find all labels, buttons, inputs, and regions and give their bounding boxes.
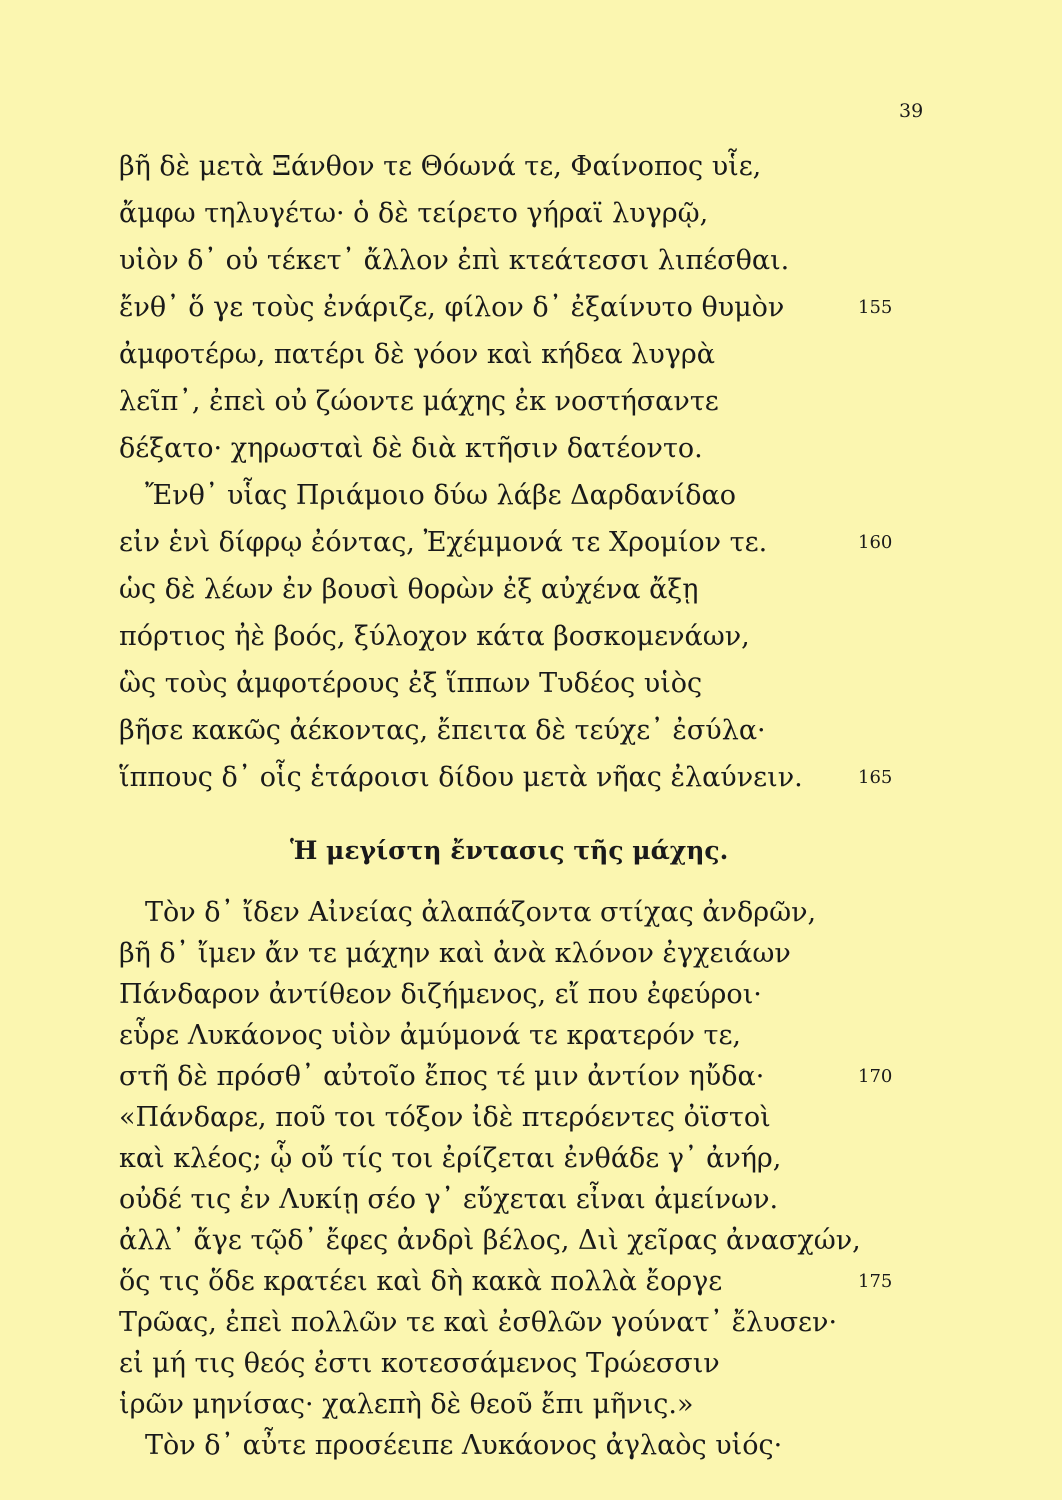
verse-line: ἀλλ᾽ ἄγε τῷδ᾽ ἔφες ἀνδρὶ βέλος, Διὶ χεῖρας ἀνασχών, <box>119 1225 861 1256</box>
verse-line: πόρτιος ἠὲ βοός, ξύλοχον κάτα βοσκομενάων, <box>119 621 750 652</box>
verse-line: βῆσε κακῶς ἀέκοντας, ἔπειτα δὲ τεύχε᾽ ἐσύλα· <box>119 715 766 746</box>
verse-line: στῆ δὲ πρόσθ᾽ αὐτοῖο ἔπος τέ μιν ἀντίον ηὔδα· <box>119 1061 765 1092</box>
verse-line: Τρῶας, ἐπεὶ πολλῶν τε καὶ ἐσθλῶν γούνατ᾽ ἔλυσεν· <box>119 1307 838 1338</box>
section-heading: Ἡ μεγίστη ἔντασις τῆς μάχης. <box>290 836 729 865</box>
verse-line: ὡς δὲ λέων ἐν βουσὶ θορὼν ἐξ αὐχένα ἄξῃ <box>119 574 699 605</box>
line-number: 170 <box>858 1066 893 1087</box>
verse-line: Πάνδαρον ἀντίθεον διζήμενος, εἴ που ἐφεύροι· <box>119 979 762 1010</box>
line-number: 160 <box>858 532 893 553</box>
verse-line: καὶ κλέος; ᾧ οὔ τίς τοι ἐρίζεται ἐνθάδε γ᾽ ἀνήρ, <box>119 1143 782 1174</box>
verse-line: εἰ μή τις θεός ἐστι κοτεσσάμενος Τρώεσσιν <box>119 1348 720 1379</box>
verse-line: ἱρῶν μηνίσας· χαλεπὴ δὲ θεοῦ ἔπι μῆνις.» <box>119 1389 694 1420</box>
verse-line: «Πάνδαρε, ποῦ τοι τόξον ἰδὲ πτερόεντες ὀϊστοὶ <box>119 1102 771 1133</box>
verse-line: Τὸν δ᾽ αὖτε προσέειπε Λυκάονος ἀγλαὸς υἱός· <box>145 1430 783 1461</box>
verse-line: ἔνθ᾽ ὅ γε τοὺς ἐνάριζε, φίλον δ᾽ ἐξαίνυτο θυμὸν <box>119 292 785 323</box>
verse-line: δέξατο· χηρωσταὶ δὲ διὰ κτῆσιν δατέοντο. <box>119 433 703 464</box>
verse-line: εἰν ἑνὶ δίφρῳ ἐόντας, Ἐχέμμονά τε Χρομίον τε. <box>119 527 768 558</box>
line-number: 155 <box>858 297 893 318</box>
verse-line: εὗρε Λυκάονος υἱὸν ἀμύμονά τε κρατερόν τε, <box>119 1020 742 1051</box>
verse-line: Ἔνθ᾽ υἷας Πριάμοιο δύω λάβε Δαρδανίδαο <box>145 480 737 511</box>
verse-line: υἱὸν δ᾽ οὐ τέκετ᾽ ἄλλον ἐπὶ κτεάτεσσι λιπέσθαι. <box>119 245 790 276</box>
verse-line: βῆ δ᾽ ἴμεν ἄν τε μάχην καὶ ἀνὰ κλόνον ἐγχειάων <box>119 938 791 969</box>
verse-line: ἵππους δ᾽ οἷς ἑτάροισι δίδου μετὰ νῆας ἐλαύνειν. <box>119 762 803 793</box>
verse-line: ὅς τις ὅδε κρατέει καὶ δὴ κακὰ πολλὰ ἔοργε <box>119 1266 723 1297</box>
page-number: 39 <box>899 100 924 122</box>
verse-line: ἄμφω τηλυγέτω· ὁ δὲ τείρετο γήραϊ λυγρῷ, <box>119 198 709 229</box>
line-number: 175 <box>858 1271 893 1292</box>
verse-line: λεῖπ᾽, ἐπεὶ οὐ ζώοντε μάχης ἐκ νοστήσαντε <box>119 386 719 417</box>
verse-line: Τὸν δ᾽ ἴδεν Αἰνείας ἀλαπάζοντα στίχας ἀνδρῶν, <box>145 897 817 928</box>
verse-line: ἀμφοτέρω, πατέρι δὲ γόον καὶ κήδεα λυγρὰ <box>119 339 715 370</box>
verse-line: οὐδέ τις ἐν Λυκίῃ σέο γ᾽ εὔχεται εἶναι ἀμείνων. <box>119 1184 779 1215</box>
line-number: 165 <box>858 767 893 788</box>
verse-line: ὣς τοὺς ἀμφοτέρους ἐξ ἵππων Τυδέος υἱὸς <box>119 668 703 699</box>
verse-line: βῆ δὲ μετὰ Ξάνθον τε Θόωνά τε, Φαίνοπος υἷε, <box>119 151 762 182</box>
